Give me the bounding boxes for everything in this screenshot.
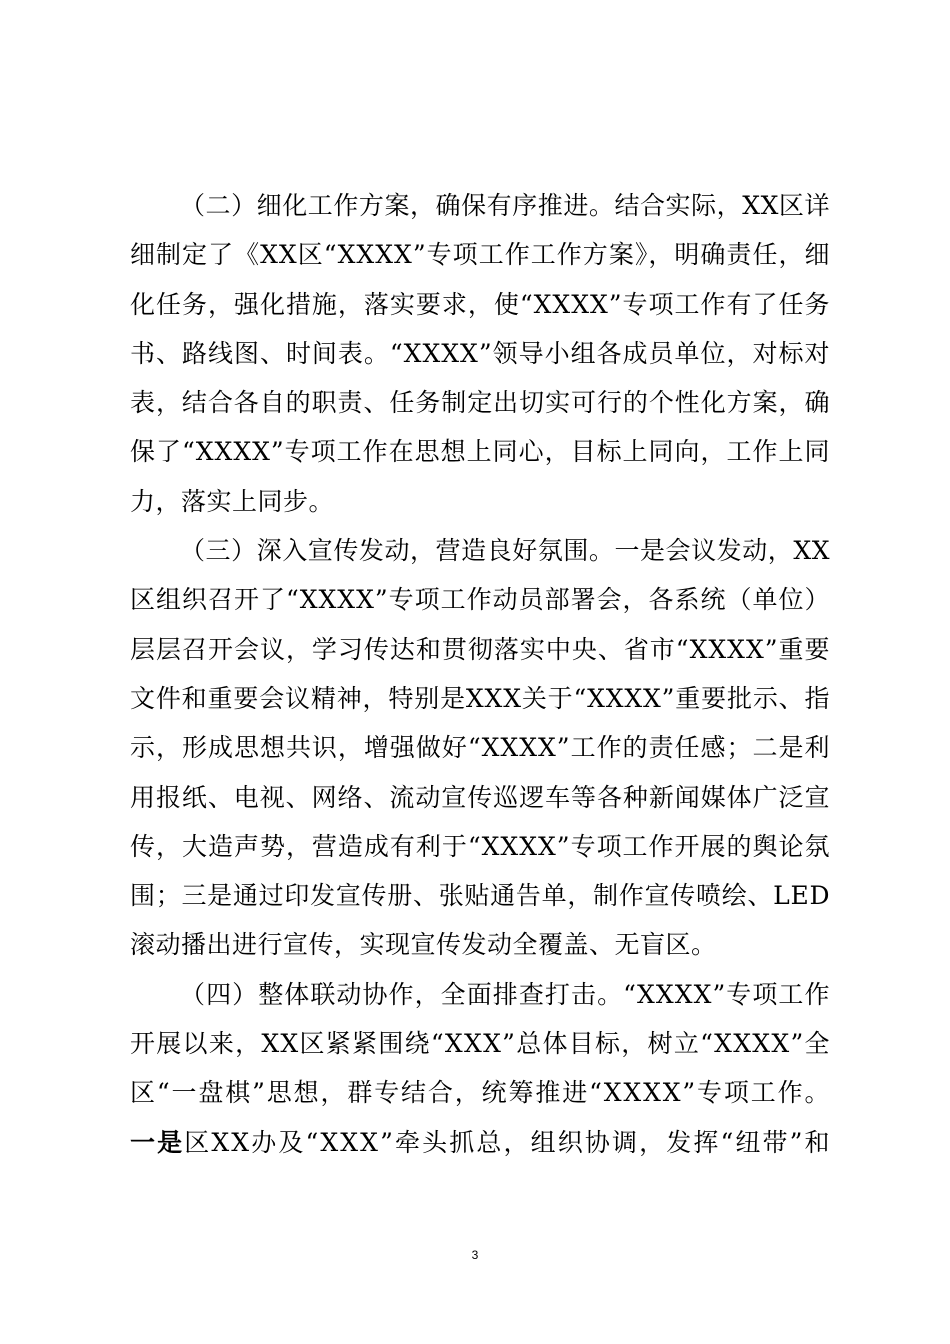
text-line: 围；三是通过印发宣传册、张贴通告单，制作宣传喷绘、LED xyxy=(130,881,831,911)
text-line: 区组织召开了“XXXX”专项工作动员部署会，各系统（单位） xyxy=(130,585,831,615)
paragraph-3 xyxy=(130,526,830,970)
text-line: 用报纸、电视、网络、流动宣传巡逻车等各种新闻媒体广泛宣 xyxy=(130,782,831,812)
text-line: 力，落实上同步。 xyxy=(130,486,335,516)
body-text xyxy=(130,181,830,1167)
text-line: 化任务，强化措施，落实要求，使“XXXX”专项工作有了任务 xyxy=(130,289,831,319)
paragraph-4 xyxy=(130,970,830,1167)
text-line: （三）深入宣传发动，营造良好氛围。一是会议发动，XX xyxy=(180,536,831,566)
text-line xyxy=(130,1118,830,1167)
text-line: 细制定了《XX区“XXXX”专项工作工作方案》，明确责任，细 xyxy=(130,240,831,270)
text-line: 表，结合各自的职责、任务制定出切实可行的个性化方案，确 xyxy=(130,388,831,418)
text-line: 文件和重要会议精神，特别是XXX关于“XXXX”重要批示、指 xyxy=(130,683,831,713)
text-line: 滚动播出进行宣传，实现宣传发动全覆盖、无盲区。 xyxy=(130,930,717,960)
text-run: 区XX办及“XXX”牵头抓总，组织协调，发挥“纽带”和 xyxy=(184,1127,832,1157)
page-number: 3 xyxy=(471,1248,479,1262)
text-line: 层层召开会议，学习传达和贯彻落实中央、省市“XXXX”重要 xyxy=(130,634,831,664)
text-line: （四）整体联动协作，全面排查打击。“XXXX”专项工作 xyxy=(180,979,831,1009)
paragraph-2 xyxy=(130,181,830,526)
emphasis-label: 一是 xyxy=(130,1127,185,1157)
text-line: 传，大造声势，营造成有利于“XXXX”专项工作开展的舆论氛 xyxy=(130,831,831,861)
text-line: 示，形成思想共识，增强做好“XXXX”工作的责任感；二是利 xyxy=(130,733,831,763)
text-line: （二）细化工作方案，确保有序推进。结合实际，XX区详 xyxy=(180,191,831,220)
text-line: 开展以来，XX区紧紧围绕“XXX”总体目标，树立“XXXX”全 xyxy=(130,1029,831,1059)
text-line: 区“一盘棋”思想，群专结合，统筹推进“XXXX”专项工作。 xyxy=(130,1078,832,1108)
text-line: 书、路线图、时间表。“XXXX”领导小组各成员单位，对标对 xyxy=(130,338,831,368)
text-line: 保了“XXXX”专项工作在思想上同心，目标上同向，工作上同 xyxy=(130,437,831,467)
